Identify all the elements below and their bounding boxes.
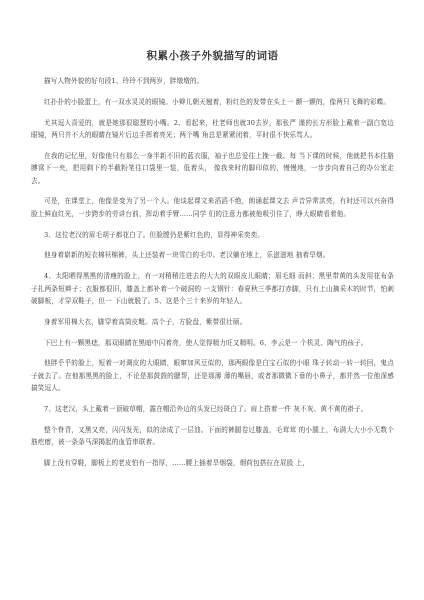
paragraph: 4、太阳晒得黑黑的清瘦的脸上，有一对稍稍注进去的大大的双眼皮儿眼睛；眉毛细 而斜；黑里带黄的头发用花布条子扎两条短辫子；衣服都很旧，膝盖上都补着一个破洞的 一支钢针：春夏秋三季都打赤脚，只有上山摘采木的时节，怕刺破脚板，才穿双鞋子，但一 下山就脱了。5、这是个三十来岁的年轻人。 [31,272,394,306]
paragraph: 尤其逗人喜爱的，就是她那很聪慧的小嘴。2、看起来，杜老师也就30去岁，那张严 谨的长方形脸上戴着一副白宽边眼镜，两只并不大的眼睛在镜片后边手挥着亮光；两个嘴 角总是紧紧闭着，平时很不快乐笃人。 [31,118,394,139]
paragraph: 身着军用棉大衣，脚穿着高筒皮靴。高个子，方脸盘，紫带很壮硕。 [44,317,247,326]
document-body [31,75,394,469]
paragraph: 7、这老汉，头上戴着一顶破草帽，露在帽沿外边的头发已经斑白了。肩上搭着一件 灰不灰、黄不黄的褂子。 [44,405,368,414]
document-title: 积累小孩子外貌描写的词语 [146,50,279,62]
paragraph: 他胖乎乎的脸上，短着一对调皮的大眼睛，眼窜加风豆似的，那两眼像是白宝石似的小眼 珠子转动一转一转回，鬼点子就去了。在他那黑黑的脸上，不论是那鼓鼓的腮帮，还是那薄 薄的嘴唇，或者那微微下垂的小鼻子，都并然一位他深感搞笑逗人。 [31,359,394,393]
paragraph: 描写人物外貌的好句段1、玲玲不到两岁，胖墩墩的。 [44,77,204,85]
paragraph: 下巴上有一颗黑痣，那双眼睛在黑暗中闪着亮，使人觉得精力旺又精明。6、李云是一 个机灵、陶气的孩子。 [44,338,368,347]
paragraph: 脚上没有穿鞋，脚板上的老皮怕有一指厚，……腰上插着旱烟袋，烟荷包搭拉在屁股 上， [44,459,310,468]
paragraph: 红扑扑的小脸蛋上，有一双水灵灵的眼镜。小辫儿朝天翘着，粉红色的发带在头上一 颤一颤的，像两只飞舞的彩蝶。 [44,97,391,106]
paragraph: 可是，在课堂上，他像是变为了另一个人。他谈起课文来滔滔不绝，朗诵起课文去 声音异常洪亮，有时还可以兴奋得脸上鲜血红光，一步跨步的劳讲台前，挥动着手臂……同学 们的注意力都被他吸引住了，睁大眼睛看着他。 [31,197,394,218]
paragraph: 在我的记忆里，好像他只有那么一身半新不旧的蓝衣服，袖子也总爱往上挽一截。每 当下课的时候，他就把书本往胳膊窝下一夹，把用剩下的半截粉笔往口袋里一装，低着头， 像我来时的脚印似的，慢慢地，一步步向着自己的办公室走去。 [31,151,394,185]
paragraph: 整个脊背，又黑又亮，闪闪发光，似的涂成了一层油。下面的裤腿卷过膝盖，毛茸茸 的小腿上，布满大大小小无数个筋疙瘩，被一条条马深揭起的血管串联着。 [31,425,394,447]
paragraph: 他身着崭新的短衣棉袄棉裤，头上还装着一块雪白的毛巾。老汉躺在地上，乐滋滋地 抽着旱烟。 [44,251,330,260]
paragraph: 3、这位老汉的眉毛胡子都花白了。但脸膛仍是紫红色的，显得神采奕奕。 [44,230,265,239]
